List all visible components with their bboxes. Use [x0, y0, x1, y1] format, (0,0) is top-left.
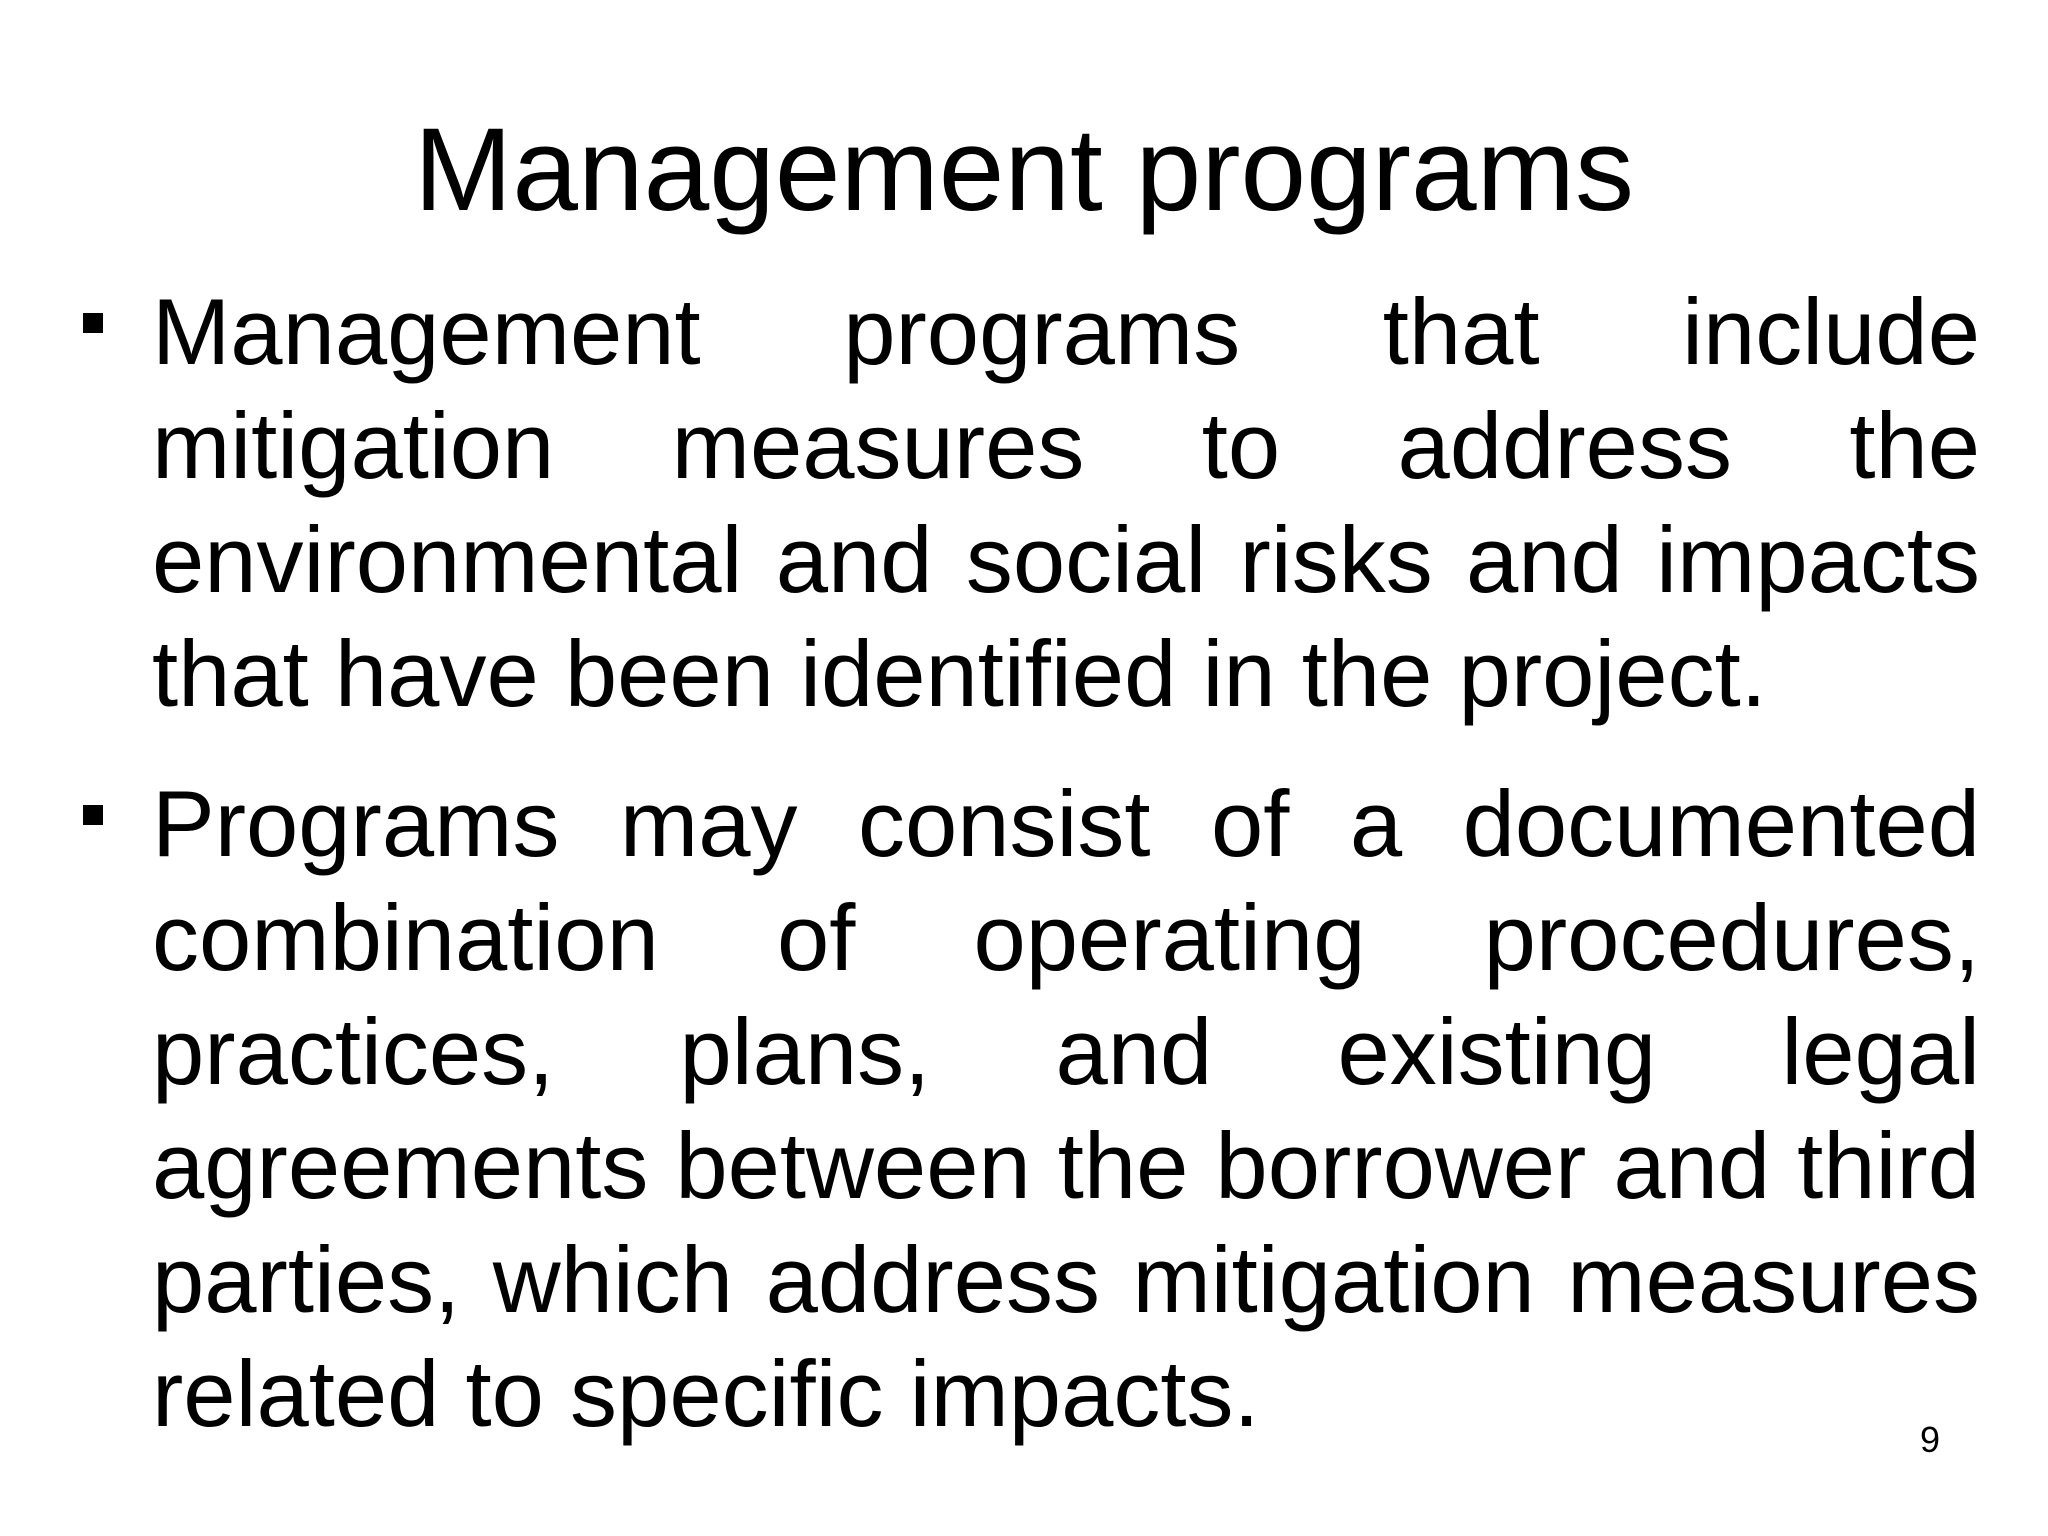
- bullet-text: Management programs that include mitigation measures to address the environmental and social risks and impacts that have been identified in the project.: [152, 279, 1980, 726]
- page-number: 9: [1919, 1419, 1941, 1460]
- slide-title: Management programs: [414, 104, 1634, 236]
- bullet-text: Programs may consist of a documented combination of operating procedures, practices, plans, and existing legal agreements between the borrower and third parties, which address mitigation measures related to specific impacts.: [152, 771, 1980, 1446]
- square-bullet-icon: [83, 313, 103, 333]
- bullet-item: [80, 275, 1980, 731]
- bullet-item: [80, 767, 1980, 1451]
- square-bullet-icon: [83, 805, 103, 825]
- bullet-list: [80, 275, 1980, 1487]
